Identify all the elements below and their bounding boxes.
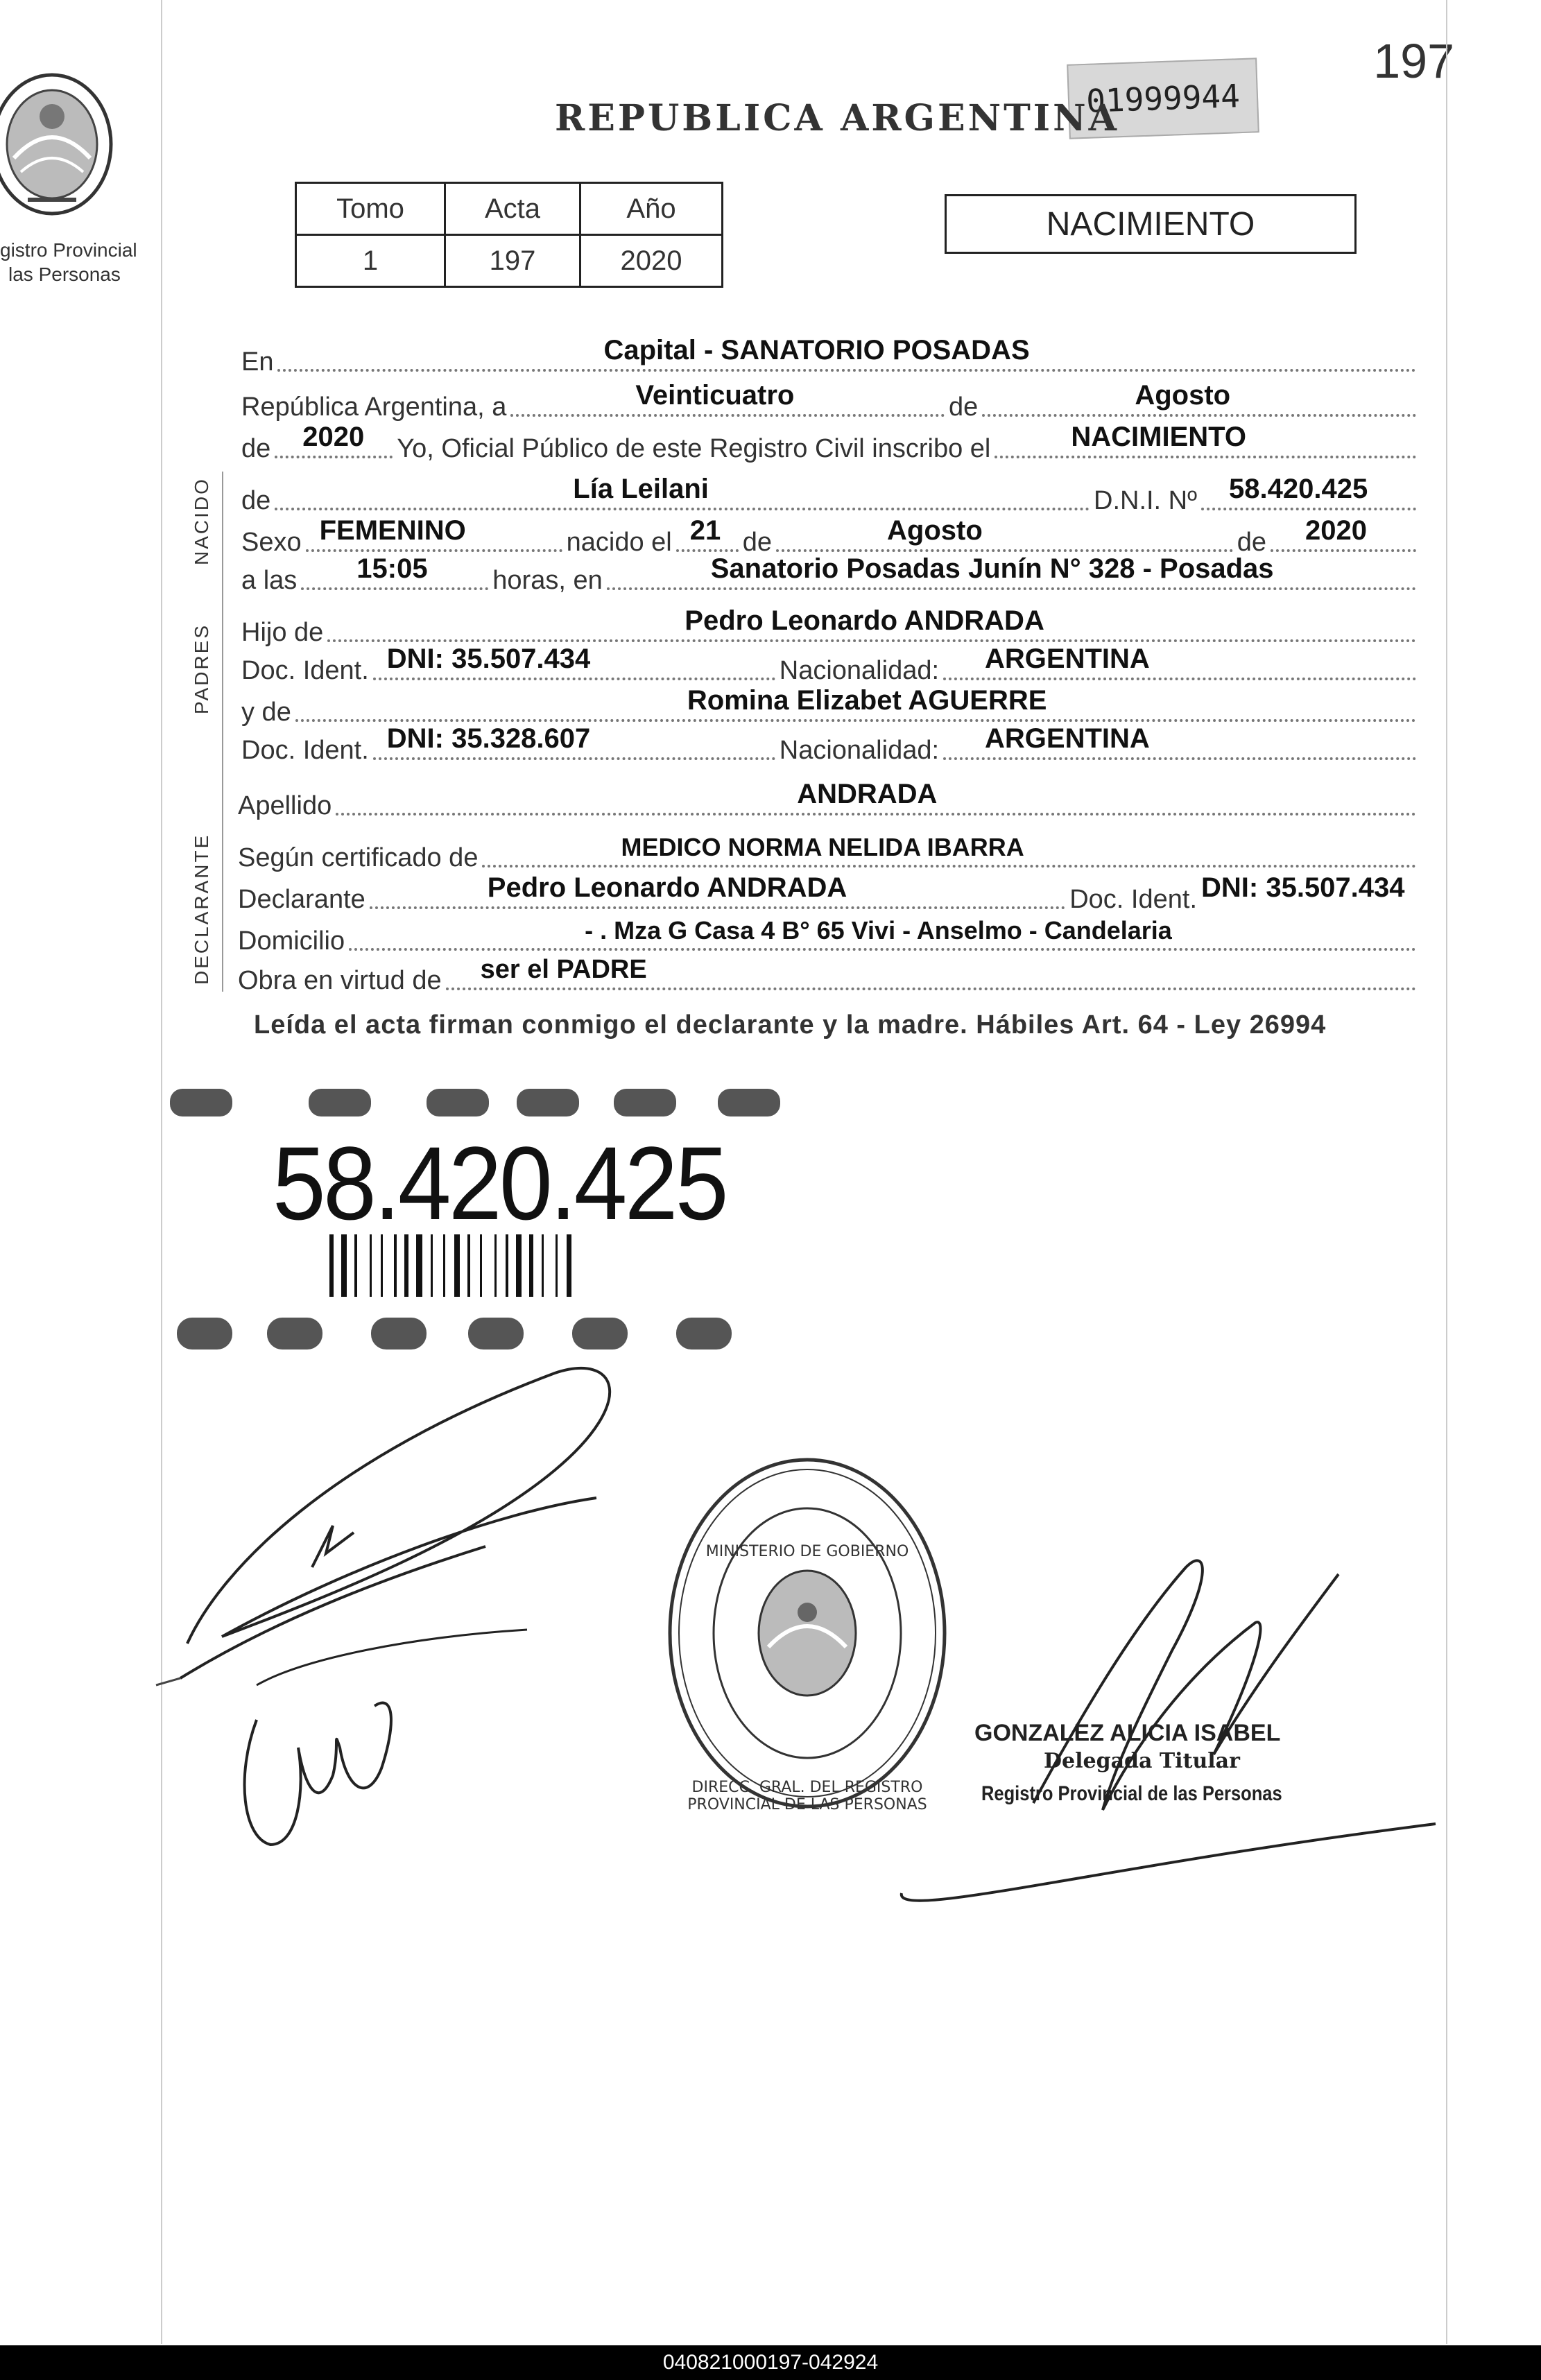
barcode-bar — [556, 1234, 558, 1297]
document-title: REPUBLICA ARGENTINA — [555, 97, 1120, 139]
value-padre-doc: DNI: 35.507.434 — [386, 644, 591, 674]
registry-line-2: las Personas — [8, 264, 121, 285]
dotted-line — [275, 474, 1090, 510]
dotted-line — [482, 833, 1416, 868]
value-anio-inscripcion: 2020 — [302, 422, 365, 452]
table-value-anio: 2020 — [580, 235, 723, 287]
value-apellido: ANDRADA — [797, 779, 938, 809]
value-anio-nacimiento: 2020 — [1305, 515, 1367, 546]
label-sexo: Sexo — [241, 528, 302, 557]
right-margin-line — [1446, 0, 1447, 2344]
dotted-line — [607, 553, 1416, 590]
section-label-declarante: DECLARANTE — [191, 833, 212, 985]
label-dni: D.N.I. Nº — [1094, 486, 1197, 515]
record-type: NACIMIENTO — [1046, 205, 1255, 243]
province-logo — [0, 68, 125, 221]
dotted-line — [995, 422, 1416, 458]
row-hora — [241, 551, 1420, 600]
section-label-nacido: NACIDO — [191, 477, 212, 565]
dotted-line — [277, 335, 1416, 372]
label-de-year2: de — [1237, 528, 1266, 557]
barcode-number: 58.420.425 — [273, 1125, 726, 1241]
value-domicilio: - . Mza G Casa 4 B° 65 Vivi - Anselmo - Candelaria — [585, 916, 1172, 945]
province-crest-icon — [0, 68, 125, 221]
label-nacido-el: nacido el — [566, 528, 672, 557]
dotted-line — [943, 644, 1416, 680]
barcode-bar — [341, 1234, 347, 1297]
mother-signature-extra — [153, 1657, 194, 1699]
value-declarante-doc: DNI: 35.507.434 — [1201, 872, 1405, 903]
section-divider-line — [222, 472, 223, 992]
registry-line-1: gistro Provincial — [0, 239, 137, 261]
barcode-bar — [370, 1234, 372, 1297]
label-en: En — [241, 347, 274, 377]
value-lugar-nacimiento: Sanatorio Posadas Junín N° 328 - Posadas — [710, 553, 1274, 584]
label-declarante: Declarante — [238, 885, 365, 914]
barcode-bar — [416, 1234, 422, 1297]
label-doc-ident: Doc. Ident. — [241, 736, 369, 765]
value-madre: Romina Elizabet AGUERRE — [687, 685, 1047, 716]
label-domicilio: Domicilio — [238, 926, 345, 956]
value-tipo-inscripcion: NACIMIENTO — [1071, 422, 1246, 452]
value-madre-nacionalidad: ARGENTINA — [985, 723, 1150, 754]
dotted-line — [336, 779, 1416, 816]
dotted-line — [510, 380, 945, 417]
value-hora: 15:05 — [356, 553, 428, 584]
declarant-signature — [166, 1359, 666, 1859]
official-name: GONZALEZ ALICIA ISABEL — [974, 1720, 1281, 1746]
value-dni: 58.420.425 — [1229, 474, 1368, 504]
value-sexo: FEMENINO — [319, 515, 466, 546]
label-segun-certificado: Según certificado de — [238, 843, 479, 872]
label-de: de — [949, 393, 979, 422]
label-apellido: Apellido — [238, 791, 332, 820]
barcode-bar — [404, 1234, 408, 1297]
label-de-year: de — [241, 434, 271, 463]
official-role: Delegada Titular — [1044, 1749, 1240, 1773]
seal-inner-text: MINISTERIO DE GOBIERNO — [705, 1543, 909, 1560]
table-value-tomo: 1 — [296, 235, 445, 287]
row-lugar — [241, 333, 1420, 381]
label-nacionalidad: Nacionalidad: — [779, 656, 940, 685]
value-madre-doc: DNI: 35.328.607 — [386, 723, 591, 754]
seal-outer-text: DIRECC. GRAL. DEL REGISTRO PROVINCIAL DE LAS PERSONAS — [687, 1779, 927, 1813]
left-margin-line — [161, 0, 162, 2344]
value-padre-nacionalidad: ARGENTINA — [985, 644, 1150, 674]
barcode-bar — [529, 1234, 533, 1297]
dotted-line — [370, 872, 1065, 909]
dotted-line — [349, 916, 1416, 951]
label-de-month: de — [742, 528, 773, 557]
value-certificado: MEDICO NORMA NELIDA IBARRA — [621, 833, 1024, 861]
barcode-bar — [354, 1234, 357, 1297]
registry-table — [295, 182, 723, 288]
dotted-line — [275, 422, 393, 458]
page-number: 197 — [1373, 34, 1454, 88]
dotted-line — [301, 553, 488, 590]
dotted-line — [943, 723, 1416, 760]
label-obra-en-virtud: Obra en virtud de — [238, 966, 442, 995]
barcode-bar — [443, 1234, 445, 1297]
row-anio-inscripcion — [241, 420, 1420, 468]
barcode-bar — [467, 1234, 470, 1297]
barcode-bar — [394, 1234, 397, 1297]
row-apellido — [238, 777, 1420, 825]
serial-number: 01999944 — [1085, 77, 1241, 120]
value-mes-nacimiento: Agosto — [887, 515, 983, 546]
barcode-bar — [381, 1234, 383, 1297]
row-madre-doc — [241, 721, 1420, 770]
label-y-de: y de — [241, 698, 291, 727]
table-header-acta: Acta — [445, 183, 580, 235]
dotted-line — [1201, 474, 1416, 510]
table-header-anio: Año — [580, 183, 723, 235]
value-dia-inscripcion: Veinticuatro — [635, 380, 795, 411]
barcode-bar — [480, 1234, 482, 1297]
closing-note: Leída el acta firman conmigo el declarante y la madre. Hábiles Art. 64 - Ley 26994 — [254, 1010, 1327, 1040]
footer-code: 040821000197-042924 — [662, 2351, 879, 2374]
label-doc-ident-declarante: Doc. Ident. — [1069, 885, 1197, 914]
label-a-las: a las — [241, 566, 298, 595]
dotted-line — [373, 723, 775, 760]
barcode-bar — [506, 1234, 508, 1297]
table-value-acta: 197 — [445, 235, 580, 287]
barcode-bar — [454, 1234, 460, 1297]
value-mes-inscripcion: Agosto — [1135, 380, 1231, 411]
value-padre: Pedro Leonardo ANDRADA — [685, 605, 1044, 636]
footer-bar — [0, 2345, 1541, 2380]
record-type-box — [945, 194, 1357, 254]
label-hijo-de: Hijo de — [241, 618, 324, 647]
value-declarante: Pedro Leonardo ANDRADA — [487, 872, 847, 903]
value-lugar: Capital - SANATORIO POSADAS — [603, 335, 1030, 365]
official-office: Registro Provincial de las Personas — [981, 1782, 1282, 1805]
barcode-bars — [329, 1234, 571, 1297]
barcode-bar — [542, 1234, 544, 1297]
label-horas-en: horas, en — [492, 566, 603, 595]
section-label-padres: PADRES — [191, 623, 212, 714]
table-header-tomo: Tomo — [296, 183, 445, 235]
barcode-bar — [431, 1234, 433, 1297]
label-yo-oficial: Yo, Oficial Público de este Registro Civil inscribo el — [397, 434, 991, 463]
barcode-bar — [516, 1234, 522, 1297]
value-dia-nacimiento: 21 — [689, 515, 721, 546]
dotted-line — [982, 380, 1416, 417]
label-doc-ident: Doc. Ident. — [241, 656, 369, 685]
row-obra-en-virtud — [238, 951, 1420, 1000]
label-republica: República Argentina, a — [241, 393, 507, 422]
dotted-line — [373, 644, 775, 680]
barcode-sticker — [170, 1089, 780, 1352]
label-nacionalidad: Nacionalidad: — [779, 736, 940, 765]
dotted-line — [1201, 872, 1416, 909]
barcode-bar — [494, 1234, 497, 1297]
barcode-bar — [567, 1234, 571, 1297]
barcode-bar — [329, 1234, 334, 1297]
label-de-name: de — [241, 486, 271, 515]
value-nombre: Lía Leilani — [573, 474, 709, 504]
value-obra-en-virtud: ser el PADRE — [480, 955, 647, 984]
dotted-line — [446, 955, 1416, 990]
